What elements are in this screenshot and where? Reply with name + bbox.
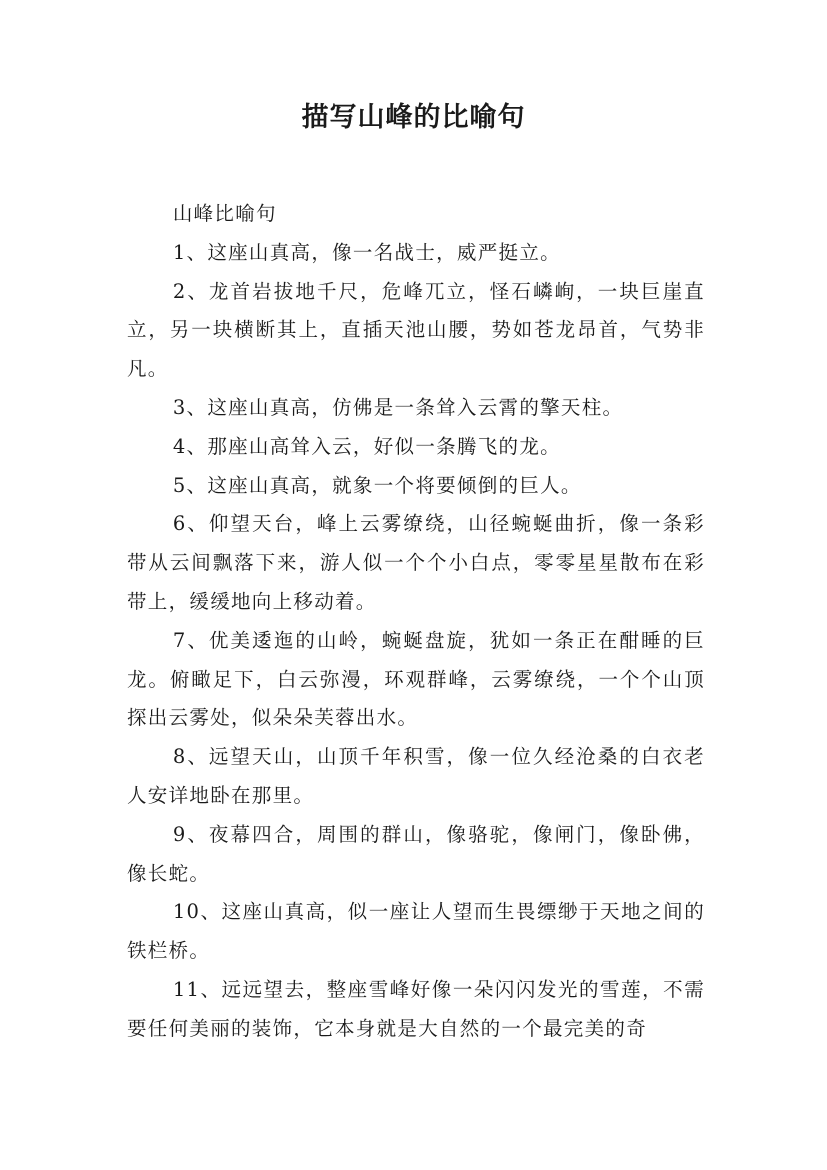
paragraph-item-6: 6、仰望天台，峰上云雾缭绕，山径蜿蜒曲折，像一条彩带从云间飘落下来，游人似一个个小白点，零零星星散布在彩带上，缓缓地向上移动着。 bbox=[127, 512, 705, 613]
paragraph-item-11: 11、远远望去，整座雪峰好像一朵闪闪发光的雪莲，不需要任何美丽的装饰，它本身就是大自然的一个最完美的奇 bbox=[127, 977, 705, 1040]
document-title: 描写山峰的比喻句 bbox=[301, 102, 526, 133]
paragraph-item-5: 5、这座山真高，就象一个将要倾倒的巨人。 bbox=[172, 473, 582, 497]
paragraph-item-1: 1、这座山真高，像一名战士，威严挺立。 bbox=[172, 240, 561, 264]
paragraph-item-4: 4、那座山高耸入云，好似一条腾飞的龙。 bbox=[172, 434, 561, 458]
paragraph-heading: 山峰比喻句 bbox=[172, 202, 277, 225]
paragraph-item-7: 7、优美逶迤的山岭，蜿蜒盘旋，犹如一条正在酣睡的巨龙。俯瞰足下，白云弥漫，环观群峰，云雾缭绕，一个个山顶探出云雾处，似朵朵芙蓉出水。 bbox=[127, 628, 705, 730]
paragraph-item-2: 2、龙首岩拔地千尺，危峰兀立，怪石嶙峋，一块巨崖直立，另一块横断其上，直插天池山腰，势如苍龙昂首，气势非凡。 bbox=[127, 279, 705, 381]
paragraph-item-8: 8、远望天山，山顶千年积雪，像一位久经沧桑的白衣老人安详地卧在那里。 bbox=[127, 745, 705, 807]
paragraph-item-3: 3、这座山真高，仿佛是一条耸入云霄的擎天柱。 bbox=[172, 395, 624, 419]
paragraph-item-10: 10、这座山真高，似一座让人望而生畏缥缈于天地之间的铁栏桥。 bbox=[127, 900, 705, 963]
document-body bbox=[127, 195, 705, 1049]
paragraph-item-9: 9、夜幕四合，周围的群山，像骆驼，像闸门，像卧佛，像长蛇。 bbox=[127, 822, 705, 885]
